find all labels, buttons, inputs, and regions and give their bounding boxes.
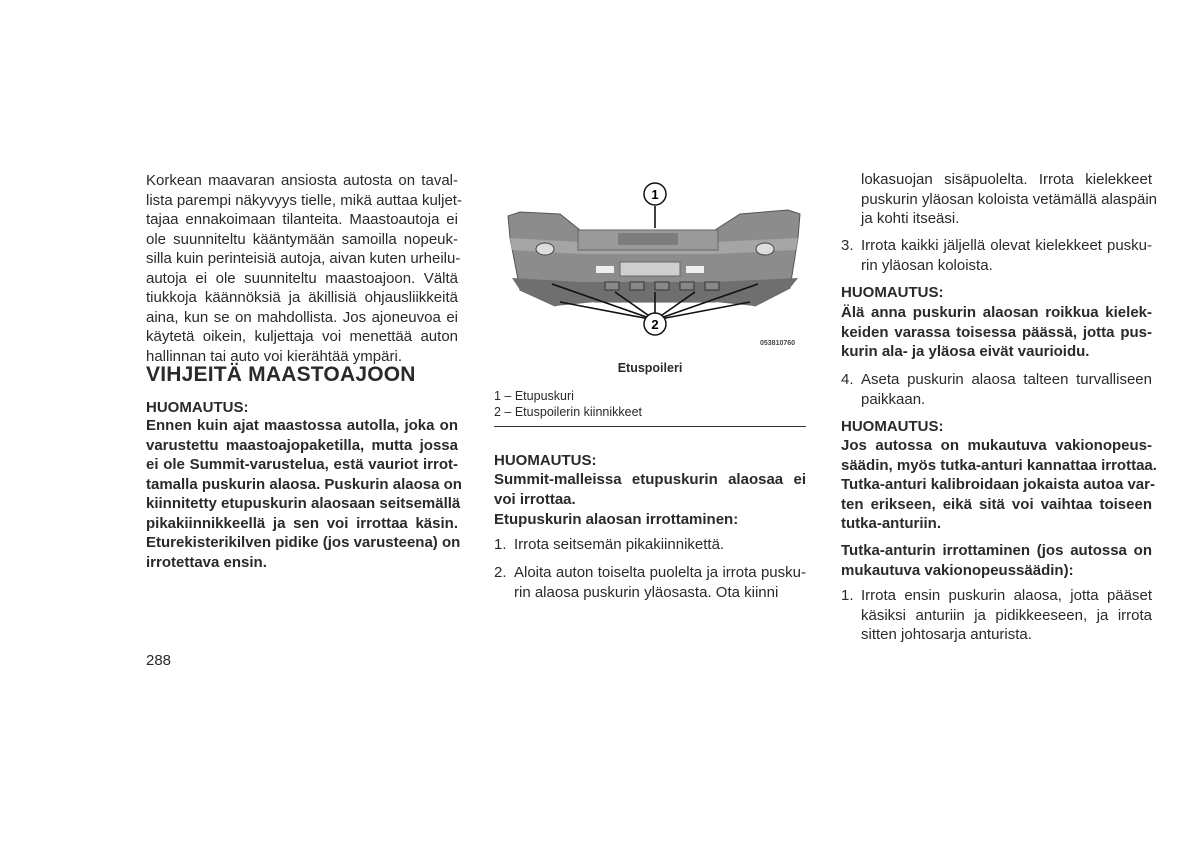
text-line: tamalla puskurin alaosa. Puskurin alaosa on — [146, 475, 462, 493]
text-line: käytetä oikein, kuljettaja voi menettää auton — [146, 328, 458, 345]
text-line: lokasuojan sisäpuolelta. Irrota kielekkeet — [861, 171, 1152, 188]
text-line: säädin, myös tutka-anturi kannattaa irrottaa. — [841, 456, 1157, 474]
text-line: aina, kun se on mahdollista. Jos ajoneuvoa ei — [146, 308, 458, 326]
text-line: HUOMAUTUS: — [146, 399, 249, 416]
text-line: tajaa ennakoimaan tilanteita. Maastoautoja ei — [146, 211, 458, 228]
text-line: irrotettava ensin. — [146, 553, 267, 571]
text-line: Älä anna puskurin alaosan roikkua kielek- — [841, 304, 1152, 321]
figure-code: 053810760 — [760, 340, 796, 347]
text-line: Eturekisterikilven pidike (jos varusteena) on — [146, 534, 461, 551]
subheading — [494, 510, 806, 530]
callout-2: 2 — [651, 317, 659, 332]
note-label — [841, 417, 1152, 437]
text-line: ten erikseen, eikä sitä voi vaihtaa toiseen — [841, 495, 1152, 513]
list-number: 1. — [494, 536, 507, 553]
text-line: Tutka-anturin irrottaminen (jos autossa on — [841, 542, 1152, 559]
page-number: 288 — [146, 652, 172, 669]
text-line: Aseta puskurin alaosa talteen turvalliseen — [861, 371, 1152, 388]
text-line: tiukkoja käännöksiä ja äkillisiä ohjausliikkeitä — [146, 289, 458, 306]
note-paragraph — [841, 303, 1152, 362]
text-line: kurin ala- ja yläosa eivät vaurioidu. — [841, 343, 1090, 360]
list-number: 4. — [841, 371, 854, 388]
list-item — [494, 535, 806, 555]
text-line: puskurin yläosan koloista vetämällä alaspäin — [861, 190, 1158, 208]
list-number: 3. — [841, 237, 854, 254]
note-label — [841, 283, 1152, 303]
text-line: keiden varassa toisessa päässä, jotta pus- — [841, 323, 1152, 341]
bumper-drawing — [508, 210, 800, 306]
text-line: rin yläosan koloista. — [861, 256, 993, 274]
note-paragraph — [146, 416, 462, 572]
text-line: paikkaan. — [861, 390, 926, 408]
note-paragraph — [841, 436, 1157, 534]
text-line: HUOMAUTUS: — [494, 452, 597, 469]
text-line: HUOMAUTUS: — [841, 418, 944, 435]
text-line: autoja ei ole suunniteltu maastoajoon. Vältä — [146, 269, 458, 287]
text-line: Etupuskurin alaosan irrottaminen: — [494, 511, 739, 528]
figure-caption: Etuspoileri — [617, 361, 683, 375]
text-line: Summit-malleissa etupuskurin alaosaa ei — [494, 471, 806, 488]
text-line: tutka-anturiin. — [841, 515, 941, 532]
list-item — [841, 370, 1152, 409]
text-line: ei ole Summit-varustelua, estä vauriot irrot- — [146, 456, 458, 473]
note-label — [146, 398, 458, 418]
front-spoiler-illustration — [500, 178, 810, 353]
note-label — [494, 451, 806, 471]
intro-paragraph — [146, 171, 462, 366]
section-heading: VIHJEITÄ MAASTOAJOON — [146, 363, 416, 386]
text-line: Jos autossa on mukautuva vakionopeus- — [841, 437, 1152, 454]
list-item — [841, 236, 1152, 275]
text-line: pikakiinnikkeellä ja sen voi irrottaa käsin. — [146, 514, 458, 532]
text-line: voi irrottaa. — [494, 490, 576, 508]
divider — [494, 426, 806, 427]
text-line: mukautuva vakionopeussäädin): — [841, 561, 1074, 579]
text-line: Irrota seitsemän pikakiinnikettä. — [514, 536, 725, 553]
text-line: Aloita auton toiselta puolelta ja irrota pusku- — [514, 564, 806, 581]
callout-1: 1 — [651, 187, 659, 202]
legend-item: 1 – Etupuskuri — [494, 389, 574, 403]
text-line: Tutka-anturi kalibroidaan jokaista autoa var- — [841, 476, 1155, 493]
text-line: kiinnitetty etupuskurin alaosaan seitsemällä — [146, 495, 461, 512]
text-line: Ennen kuin ajat maastossa autolla, joka on — [146, 417, 458, 434]
note-paragraph — [494, 470, 806, 509]
text-line: sitten johtosarja anturista. — [861, 626, 1032, 643]
text-line: varustettu maastoajopaketilla, mutta jossa — [146, 436, 458, 454]
text-line: silla kuin perinteisiä autoja, aivan kuten urheilu- — [146, 250, 461, 267]
list-number: 1. — [841, 587, 854, 604]
list-item — [494, 563, 806, 602]
text-line: Korkean maavaran ansiosta autosta on taval- — [146, 172, 458, 189]
subheading — [841, 541, 1152, 580]
text-line: HUOMAUTUS: — [841, 284, 944, 301]
list-number: 2. — [494, 564, 507, 581]
list-item-continuation — [841, 170, 1158, 229]
list-item — [841, 586, 1152, 645]
text-line: käsiksi anturiin ja pidikkeeseen, ja irrota — [861, 606, 1152, 624]
text-line: ole suunniteltu kääntymään samoilla nopeuk- — [146, 230, 458, 248]
text-line: hallinnan tai auto voi kierähtää ympäri. — [146, 347, 402, 365]
text-line: rin alaosa puskurin yläosasta. Ota kiinni — [514, 583, 779, 601]
text-line: ja kohti itseäsi. — [861, 210, 960, 227]
text-line: lista parempi näkyvyys tielle, mikä auttaa kuljet- — [146, 191, 462, 209]
text-line: Irrota ensin puskurin alaosa, jotta pääset — [861, 587, 1152, 604]
legend-item: 2 – Etuspoilerin kiinnikkeet — [494, 405, 642, 419]
text-line: Irrota kaikki jäljellä olevat kielekkeet pusku- — [861, 237, 1152, 254]
